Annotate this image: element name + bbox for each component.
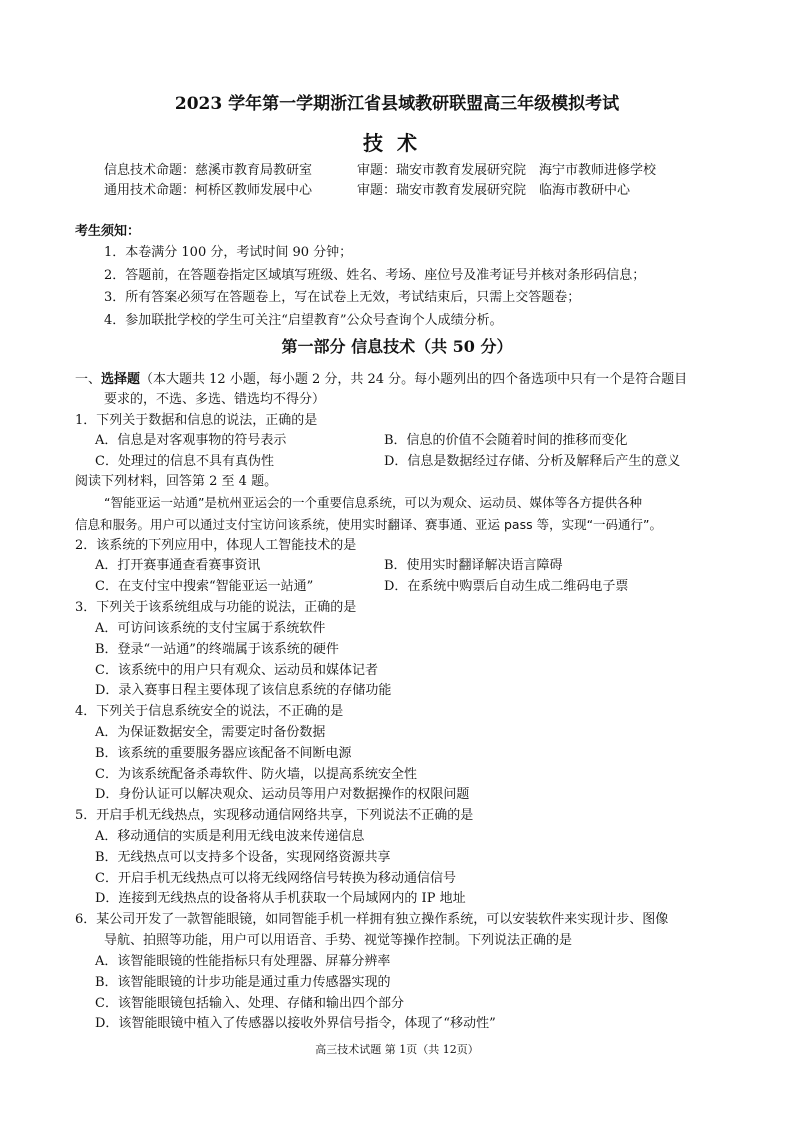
notice-item: 4．参加联批学校的学生可关注“启望教育”公众号查询个人成绩分析。	[104, 313, 503, 328]
section-desc-cont: 要求的，不选、多选、错选均不得分）	[104, 392, 326, 407]
q2-option-c: C．在支付宝中搜索“智能亚运一站通”	[95, 579, 314, 594]
question-4-stem: 4．下列关于信息系统安全的说法，不正确的是	[75, 704, 344, 719]
q6-option-c: C．该智能眼镜包括输入、处理、存储和输出四个部分	[95, 996, 404, 1011]
material-line-1: “智能亚运一站通”是杭州亚运会的一个重要信息系统，可以为观众、运动员、媒体等各方提供各种	[104, 495, 642, 510]
notice-item: 2．答题前，在答题卷指定区域填写班级、姓名、考场、座位号及准考证号并核对条形码信息；	[104, 268, 646, 283]
q4-option-c: C．为该系统配备杀毒软件、防火墙，以提高系统安全性	[95, 767, 417, 782]
q1-option-d: D．信息是数据经过存储、分析及解释后产生的意义	[384, 454, 681, 469]
q6-option-a: A．该智能眼镜的性能指标只有处理器、屏幕分辨率	[95, 954, 391, 969]
notice-item: 3．所有答案必须写在答题卷上，写在试卷上无效，考试结束后，只需上交答题卷；	[104, 290, 581, 305]
q3-option-c: C．该系统中的用户只有观众、运动员和媒体记者	[95, 663, 378, 678]
q1-option-c: C．处理过的信息不具有真伪性	[95, 454, 274, 469]
section-desc: （本大题共 12 小题，每小题 2 分，共 24 分。每小题列出的四个备选项中只有一个是符合题目	[140, 372, 688, 387]
q6-option-d: D．该智能眼镜中植入了传感器以接收外界信号指令，体现了“移动性”	[95, 1016, 496, 1031]
q6-option-b: B．该智能眼镜的计步功能是通过重力传感器实现的	[95, 975, 391, 990]
q1-option-b: B．信息的价值不会随着时间的推移而变化	[384, 433, 628, 448]
part-title: 第一部分 信息技术（共 50 分）	[281, 337, 513, 356]
page-footer: 高三技术试题 第 1页（共 12页）	[315, 1043, 479, 1056]
q3-option-a: A．可访问该系统的支付宝属于系统软件	[95, 621, 326, 636]
question-1-stem: 1．下列关于数据和信息的说法，正确的是	[75, 413, 318, 428]
question-3-stem: 3．下列关于该系统组成与功能的说法，正确的是	[75, 600, 357, 615]
q5-option-b: B．无线热点可以支持多个设备，实现网络资源共享	[95, 850, 391, 865]
subject-title: 技术	[363, 131, 431, 155]
question-5-stem: 5．开启手机无线热点，实现移动通信网络共享，下列说法不正确的是	[75, 808, 474, 823]
q2-option-b: B．使用实时翻译解决语言障碍	[384, 558, 563, 573]
q5-option-d: D．连接到无线热点的设备将从手机获取一个局域网内的 IP 地址	[95, 891, 466, 906]
section-prefix: 一、	[75, 372, 102, 387]
notice-heading: 考生须知：	[75, 224, 141, 239]
q5-option-c: C．开启手机无线热点可以将无线网络信号转换为移动通信信号	[95, 871, 456, 886]
credit-info-left: 信息技术命题：慈溪市教育局教研室	[104, 163, 313, 178]
exam-title: 2023 学年第一学期浙江省县域教研联盟高三年级模拟考试	[174, 94, 620, 114]
question-2-stem: 2．该系统的下列应用中，体现人工智能技术的是	[75, 538, 357, 553]
credit-general-left: 通用技术命题：柯桥区教师发展中心	[104, 183, 313, 198]
material-intro: 阅读下列材料，回答第 2 至 4 题。	[75, 474, 278, 489]
q2-option-a: A．打开赛事通查看赛事资讯	[95, 558, 261, 573]
q1-option-a: A．信息是对客观事物的符号表示	[95, 433, 287, 448]
question-6-stem-cont: 导航、拍照等功能，用户可以用语音、手势、视觉等操作控制。下列说法正确的是	[104, 933, 573, 948]
q4-option-d: D．身份认证可以解决观众、运动员等用户对数据操作的权限问题	[95, 787, 470, 802]
section-heading	[75, 370, 687, 390]
notice-item: 1．本卷满分 100 分，考试时间 90 分钟；	[104, 245, 353, 260]
q3-option-b: B．登录“一站通”的终端属于该系统的硬件	[95, 642, 339, 657]
material-line-2: 信息和服务。用户可以通过支付宝访问该系统，使用实时翻译、赛事通、亚运 pass 等，实现“一码通行”。	[75, 517, 663, 532]
q4-option-a: A．为保证数据安全，需要定时备份数据	[95, 725, 326, 740]
question-6-stem: 6．某公司开发了一款智能眼镜，如同智能手机一样拥有独立操作系统，可以安装软件来实现计步、图像	[75, 912, 669, 927]
q3-option-d: D．录入赛事日程主要体现了该信息系统的存储功能	[95, 683, 392, 698]
section-name: 选择题	[101, 372, 141, 387]
q5-option-a: A．移动通信的实质是利用无线电波来传递信息	[95, 829, 365, 844]
q2-option-d: D．在系统中购票后自动生成二维码电子票	[384, 579, 629, 594]
q4-option-b: B．该系统的重要服务器应该配备不间断电源	[95, 746, 352, 761]
credit-general-right: 审题：瑞安市教育发展研究院 临海市教研中心	[357, 183, 631, 198]
credit-info-right: 审题：瑞安市教育发展研究院 海宁市教师进修学校	[357, 163, 657, 178]
